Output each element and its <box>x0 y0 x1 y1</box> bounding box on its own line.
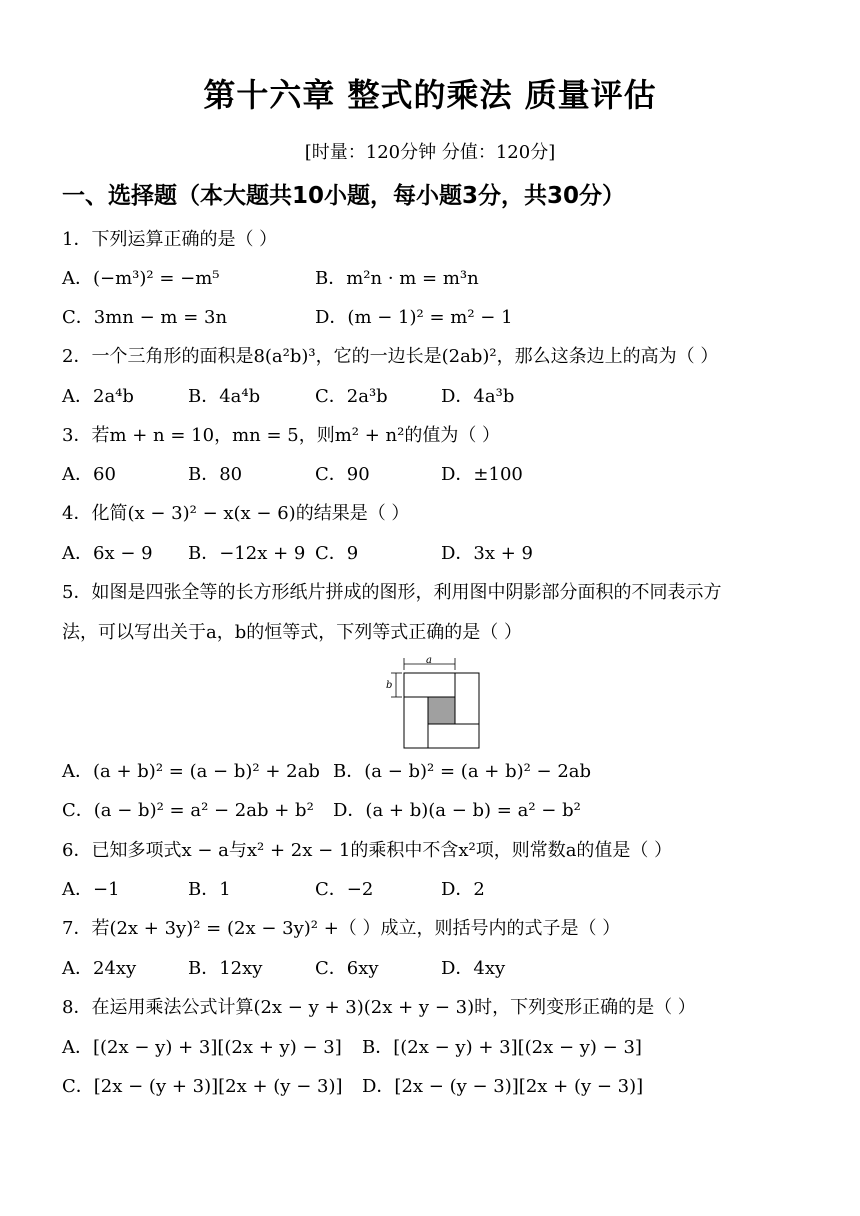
q1-option-b: B．m²n · m = m³n <box>315 268 479 289</box>
q7-option-d: D．4xy <box>441 958 506 979</box>
q6-option-d: D．2 <box>441 879 485 900</box>
q3-option-b: B．80 <box>188 464 243 485</box>
q5-option-b: B．(a − b)² = (a + b)² − 2ab <box>333 761 592 782</box>
q5-option-d: D．(a + b)(a − b) = a² − b² <box>333 800 581 821</box>
q2-option-d: D．4a³b <box>441 386 515 407</box>
question-2-stem: 2．一个三角形的面积是8(a²b)³，它的一边长是(2ab)²，那么这条边上的高为（ ） <box>62 346 719 367</box>
q4-option-d: D．3x + 9 <box>441 543 534 564</box>
q6-option-a: A．−1 <box>62 879 120 900</box>
q4-option-a: A．6x − 9 <box>62 543 153 564</box>
q2-option-a: A．2a⁴b <box>62 386 134 407</box>
q1-option-a: A．(−m³)² = −m⁵ <box>62 268 220 289</box>
q1-option-d: D．(m − 1)² = m² − 1 <box>315 307 513 328</box>
time-score-info: [时量：120分钟 分值：120分] <box>304 142 556 163</box>
q5-option-c: C．(a − b)² = a² − 2ab + b² <box>62 800 314 821</box>
question-5-stem-line1: 5．如图是四张全等的长方形纸片拼成的图形，利用图中阴影部分面积的不同表示方 <box>62 582 722 603</box>
label-b: b <box>386 680 393 691</box>
q8-option-d: D．[2x − (y − 3)][2x + (y − 3)] <box>362 1076 644 1097</box>
question-4-stem: 4．化简(x − 3)² − x(x − 6)的结果是（ ） <box>62 503 410 524</box>
q8-option-b: B．[(2x − y) + 3][(2x − y) − 3] <box>362 1037 642 1058</box>
q1-option-c: C．3mn − m = 3n <box>62 307 228 328</box>
q5-option-a: A．(a + b)² = (a − b)² + 2ab <box>62 761 320 782</box>
shaded-square <box>428 697 455 724</box>
q6-option-c: C．−2 <box>315 879 374 900</box>
question-7-stem: 7．若(2x + 3y)² = (2x − 3y)² +（ ）成立，则括号内的式子是（ ） <box>62 918 621 939</box>
q2-option-c: C．2a³b <box>315 386 388 407</box>
page-title: 第十六章 整式的乘法 质量评估 <box>203 76 657 114</box>
q7-option-c: C．6xy <box>315 958 379 979</box>
q4-option-b: B．−12x + 9 <box>188 543 306 564</box>
q7-option-b: B．12xy <box>188 958 263 979</box>
question-3-stem: 3．若m + n = 10，mn = 5，则m² + n²的值为（ ） <box>62 425 501 446</box>
q3-option-d: D．±100 <box>441 464 523 485</box>
question-8-stem: 8．在运用乘法公式计算(2x − y + 3)(2x + y − 3)时，下列变形正确的是（ ） <box>62 997 696 1018</box>
q8-option-a: A．[(2x − y) + 3][(2x + y) − 3] <box>62 1037 342 1058</box>
q6-option-b: B．1 <box>188 879 231 900</box>
question-6-stem: 6．已知多项式x − a与x² + 2x − 1的乘积中不含x²项，则常数a的值是（ ） <box>62 840 673 861</box>
q3-option-c: C．90 <box>315 464 370 485</box>
label-a: a <box>426 655 432 666</box>
q4-option-c: C．9 <box>315 543 359 564</box>
section-heading: 一、选择题（本大题共10小题，每小题3分，共30分） <box>62 183 626 209</box>
q2-option-b: B．4a⁴b <box>188 386 261 407</box>
q3-option-a: A．60 <box>62 464 116 485</box>
q7-option-a: A．24xy <box>62 958 137 979</box>
question-5-stem-line2: 法，可以写出关于a，b的恒等式，下列等式正确的是（ ） <box>62 622 522 643</box>
q8-option-c: C．[2x − (y + 3)][2x + (y − 3)] <box>62 1076 343 1097</box>
question-1-stem: 1．下列运算正确的是（ ） <box>62 229 278 250</box>
rectangles-figure <box>380 654 484 750</box>
